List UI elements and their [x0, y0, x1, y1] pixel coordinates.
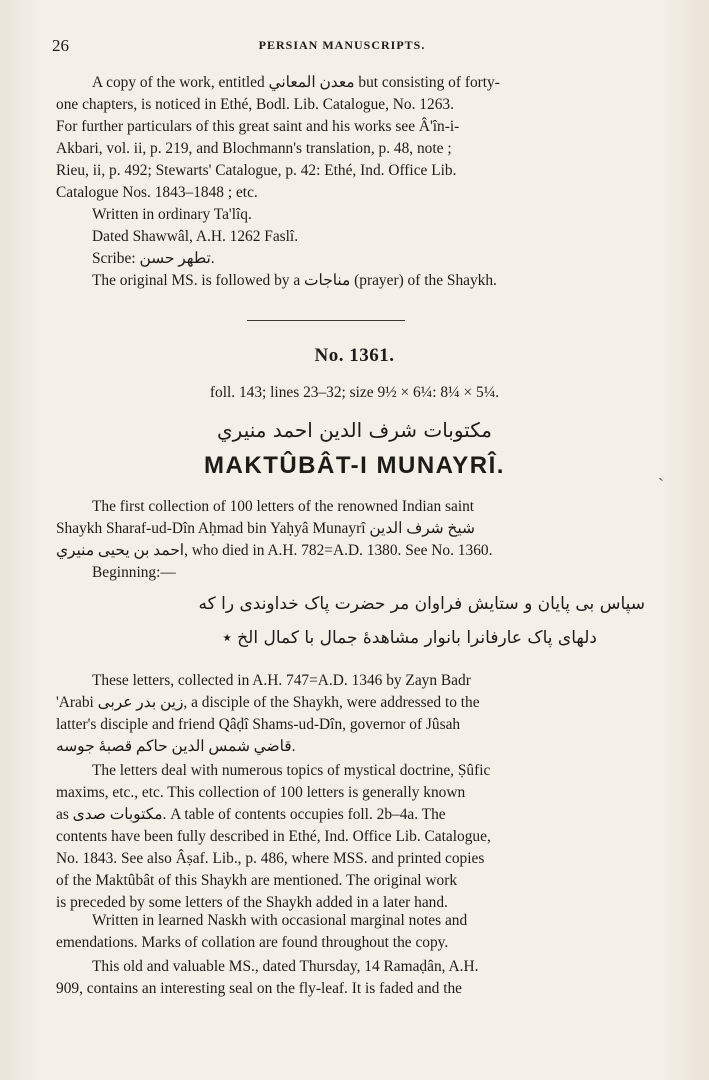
- text-line: contents have been fully described in Ethé, Ind. Office Lib. Catalogue,: [56, 828, 491, 845]
- text-line: A copy of the work, entitled معدن المعاني but consisting of forty-: [92, 74, 500, 91]
- text-line: This old and valuable MS., dated Thursday, 14 Ramaḍân, A.H.: [92, 958, 479, 975]
- page-number: 26: [52, 36, 69, 55]
- section-divider: [247, 320, 405, 321]
- text-line: Catalogue Nos. 1843–1848 ; etc.: [56, 184, 258, 201]
- text-line: These letters, collected in A.H. 747=A.D. 1346 by Zayn Badr: [92, 672, 471, 689]
- letters-paragraph: [56, 670, 608, 758]
- text-line: Akbari, vol. ii, p. 219, and Blochmann's translation, p. 48, note ;: [56, 140, 452, 157]
- running-title: PERSIAN MANUSCRIPTS.: [258, 38, 426, 52]
- text-line: Shaykh Sharaf-ud-Dîn Aḥmad bin Yaḥyâ Munayrî شيخ شرف الدين: [56, 520, 475, 537]
- intro-paragraph: [56, 72, 608, 292]
- text-line: احمد بن يحيى منيري, who died in A.H. 782=A.D. 1380. See No. 1360.: [56, 542, 493, 559]
- text-line: Written in learned Naskh with occasional marginal notes and: [92, 912, 468, 929]
- persian-title: مكتوبات شرف الدين احمد منيري: [217, 418, 492, 442]
- date-paragraph: [56, 956, 608, 1000]
- text-line: Beginning:—: [92, 564, 176, 581]
- text-line: 909, contains an interesting seal on the fly-leaf. It is faded and the: [56, 980, 463, 997]
- entry-number: No. 1361.: [314, 345, 395, 366]
- description-paragraph: [56, 496, 608, 584]
- text-line: No. 1843. See also Âṣaf. Lib., p. 486, where MSS. and printed copies: [56, 850, 485, 867]
- text-line: 'Arabi زین بدر عربی, a disciple of the Shaykh, were addressed to the: [56, 694, 480, 711]
- page-header: [52, 36, 632, 58]
- text-line: Scribe: تطهر حسن.: [92, 250, 215, 267]
- text-line: The letters deal with numerous topics of mystical doctrine, Ṣûfic: [92, 762, 491, 779]
- text-line: as مكتوبات صدى. A table of contents occupies foll. 2b–4a. The: [56, 806, 446, 823]
- text-line: of the Maktûbât of this Shaykh are mentioned. The original work: [56, 872, 458, 889]
- beginning-line-1: سپاس بی پایان و ستایش فراوان مر حضرت پاک خداوندی را که: [198, 594, 645, 614]
- text-line: latter's disciple and friend Qâḍî Shams-ud-Dîn, governor of Jûsah: [56, 716, 461, 733]
- text-line: قاضي شمس الدين حاكم قصبهٔ جوسه.: [56, 738, 296, 755]
- text-line: For further particulars of this great saint and his works see Â'în-i-: [56, 118, 460, 135]
- text-line: Dated Shawwâl, A.H. 1262 Faslî.: [92, 228, 299, 245]
- script-paragraph: [56, 910, 608, 954]
- text-line: The original MS. is followed by a مناجات (prayer) of the Shaykh.: [92, 272, 497, 289]
- text-line: one chapters, is noticed in Ethé, Bodl. Lib. Catalogue, No. 1263.: [56, 96, 454, 113]
- collation-line: foll. 143; lines 23–32; size 9½ × 6¼: 8¼ × 5¼.: [209, 384, 500, 401]
- text-line: maxims, etc., etc. This collection of 100 letters is generally known: [56, 784, 466, 801]
- text-line: Rieu, ii, p. 492; Stewarts' Catalogue, p. 42: Ethé, Ind. Office Lib.: [56, 162, 457, 179]
- entry-title: MAKTÛBÂT-I MUNAYRÎ.: [204, 452, 505, 479]
- text-line: emendations. Marks of collation are found throughout the copy.: [56, 934, 449, 951]
- margin-mark: ˎ: [658, 461, 664, 481]
- text-line: The first collection of 100 letters of the renowned Indian saint: [92, 498, 475, 515]
- text-line: Written in ordinary Ta'lîq.: [92, 206, 252, 223]
- text-line: is preceded by some letters of the Shaykh added in a later hand.: [56, 894, 448, 911]
- topics-paragraph: [56, 760, 608, 914]
- beginning-line-2: دلهای پاک عارفانرا بانوار مشاهدهٔ جمال با کمال الخ ٭: [222, 628, 597, 648]
